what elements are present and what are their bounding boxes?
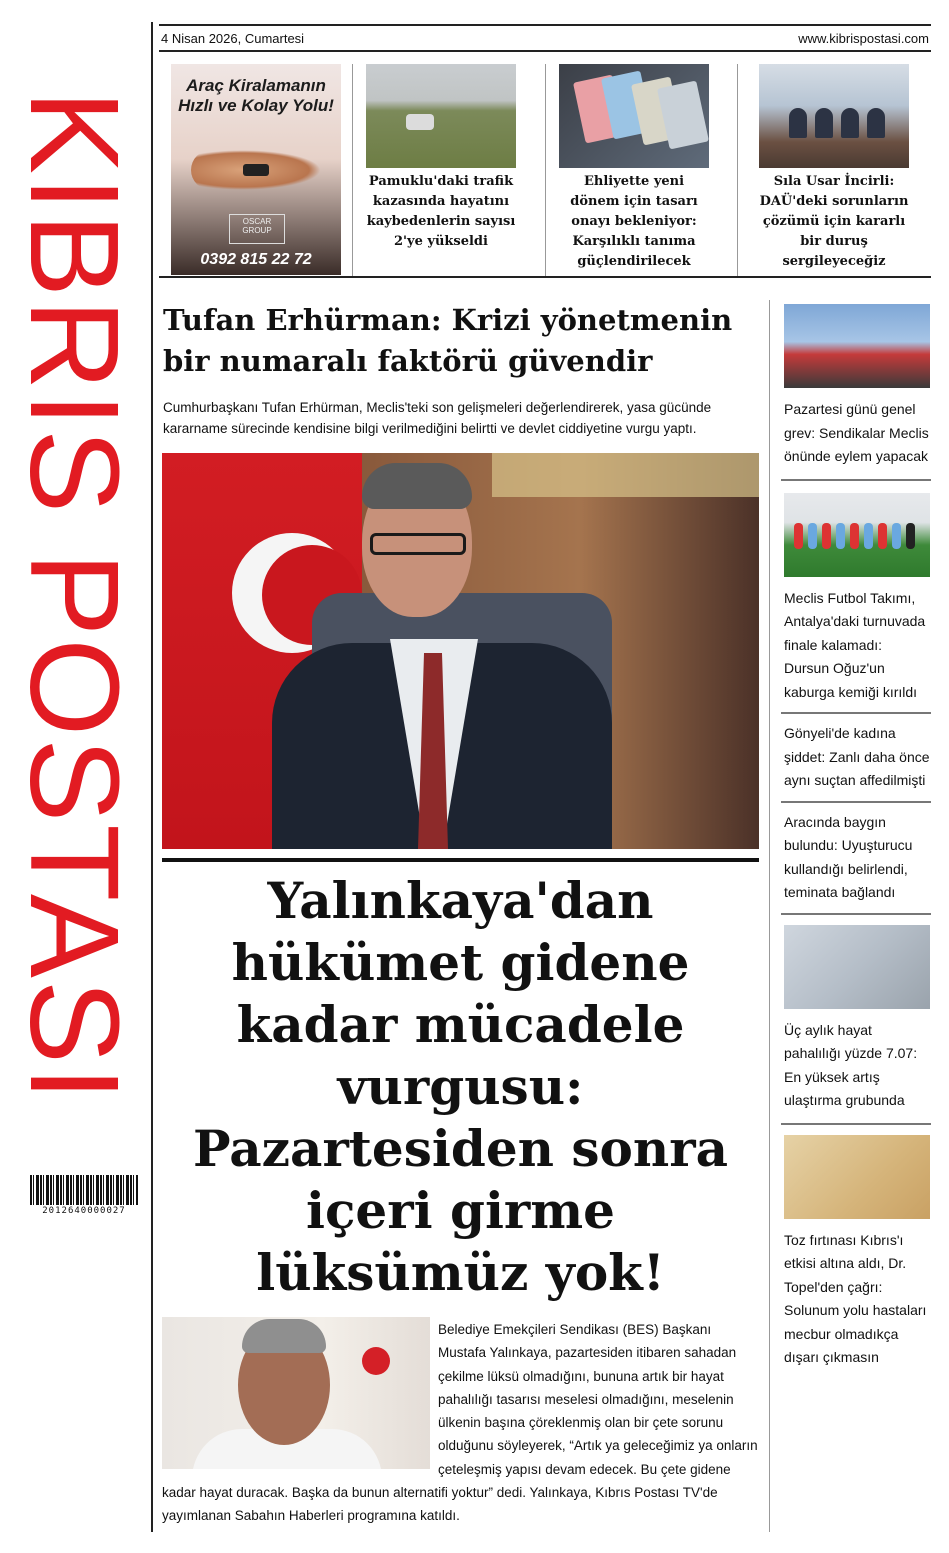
player-shape: [836, 523, 845, 549]
masthead: [0, 24, 148, 1169]
ad-phone: 0392 815 22 72: [200, 251, 312, 268]
top-story-title: Sıla Usar İncirli: DAÜ'deki sorunların çözümü için kararlı bir duruş sergileyeceğiz: [759, 174, 909, 269]
market-cart-photo: [784, 925, 930, 1009]
sidebar-separator: [781, 1123, 931, 1125]
masthead-divider: [151, 22, 153, 1532]
top-story-card[interactable]: [759, 64, 909, 272]
column-separator: [545, 64, 546, 276]
issue-date: 4 Nisan 2026, Cumartesi: [161, 30, 305, 46]
main-headline[interactable]: Yalınkaya'dan hükümet gidene kadar mücadele vurgusu: Pazartesiden sonra içeri girme lüksümüz yok!: [193, 871, 728, 1302]
meeting-photo: [759, 64, 909, 168]
main-story-body: [162, 1318, 759, 1528]
sidebar-separator: [781, 479, 931, 481]
top-story-card[interactable]: [366, 64, 516, 252]
sidebar-item[interactable]: Toz fırtınası Kıbrıs'ı etkisi altına aldı, Dr. Topel'den çağrı: Solunum yolu hastaları mecbur olmadıkça dışarı çıkmasın: [784, 1231, 927, 1365]
protest-photo: [784, 304, 930, 388]
top-story-title: Pamuklu'daki trafik kazasında hayatını kaybedenlerin sayısı 2'ye yükseldi: [366, 174, 516, 249]
player-shape: [878, 523, 887, 549]
section-rule: [162, 858, 759, 862]
barcode-bars: [30, 1175, 138, 1205]
person-shape: [867, 108, 885, 138]
player-shape: [850, 523, 859, 549]
player-shape: [892, 523, 901, 549]
top-story-card[interactable]: [559, 64, 709, 272]
main-story-text: Belediye Emekçileri Sendikası (BES) Başkanı Mustafa Yalınkaya, pazartesiden itibaren sahadan çekilme lüksü olmadığını, bununa artık bir hayat pahalılığı tasarısı meselesi olmadığını, meselenin ülkenin başına çöreklenmiş olan bir çete sorunu olduğunu söyleyerek, “Artık ya geleceğimiz ya onların çeteleşmiş yapısı devam edecek. Bu çete gidene kadar hayat duracak. Başka da bunun alternatifi yoktur” dedi. Yalınkaya, Kıbrıs Postası TV'de yayımlanan Sabahın Haberleri programına katıldı.: [162, 1322, 758, 1524]
barcode: [30, 1175, 138, 1217]
player-shape: [794, 523, 803, 549]
barcode-number: 2012640000027: [42, 1206, 126, 1216]
person-shape: [841, 108, 859, 138]
person-shape: [789, 108, 807, 138]
website-link[interactable]: www.kibrispostasi.com: [798, 30, 929, 46]
picture-frame: [492, 453, 759, 497]
lead-summary: Cumhurbaşkanı Tufan Erhürman, Meclis'teki son gelişmeleri değerlendirerek, yasa gücünde kararname sürecinde kendisine bilgi verilmediğini belirtti ve devlet ciddiyetine vurgu yaptı.: [163, 400, 712, 436]
column-separator: [352, 64, 353, 276]
sidebar-news: [777, 300, 937, 1370]
accident-photo: [366, 64, 516, 168]
person-shape: [815, 108, 833, 138]
player-shape: [808, 523, 817, 549]
sidebar-separator: [781, 712, 931, 714]
photo-spacer: [162, 1318, 438, 1475]
top-stories-row: [159, 60, 931, 278]
dust-storm-photo: [784, 1135, 930, 1219]
sidebar-divider: [769, 300, 770, 1532]
column-separator: [737, 64, 738, 276]
top-bar: [159, 24, 931, 52]
hair: [362, 463, 472, 509]
masthead-title: KIBRIS POSTASI: [3, 90, 145, 1103]
sidebar-separator: [781, 913, 931, 915]
ad-brand-logo: OSCAR GROUP: [229, 214, 285, 244]
lead-headline[interactable]: Tufan Erhürman: Krizi yönetmenin bir numaralı faktörü güvendir: [163, 303, 733, 378]
player-shape: [864, 523, 873, 549]
sidebar-item[interactable]: Meclis Futbol Takımı, Antalya'daki turnuvada finale kalamadı: Dursun Oğuz'un kaburga kemiği kırıldı: [784, 589, 926, 700]
glasses: [370, 533, 466, 555]
car-shape: [406, 114, 434, 130]
sidebar-item[interactable]: Gönyeli'de kadına şiddet: Zanlı daha önce aynı suçtan affedilmişti: [784, 725, 930, 788]
sidebar-item[interactable]: Aracında baygın bulundu: Uyuşturucu kullandığı belirlendi, teminata bağlandı: [784, 813, 913, 900]
player-shape: [822, 523, 831, 549]
top-story-title: Ehliyette yeni dönem için tasarı onayı bekleniyor: Karşılıklı tanıma güçlendirilecek: [570, 174, 698, 269]
sidebar-item[interactable]: Pazartesi günü genel grev: Sendikalar Meclis önünde eylem yapacak: [784, 401, 929, 464]
football-team-photo: [784, 493, 930, 577]
sidebar-separator: [781, 801, 931, 803]
player-shape: [906, 523, 915, 549]
sidebar-item[interactable]: Üç aylık hayat pahalılığı yüzde 7.07: En yüksek artış ulaştırma grubunda: [784, 1021, 918, 1108]
ad-title: Araç Kiralamanın Hızlı ve Kolay Yolu!: [178, 76, 334, 115]
license-cards-photo: [559, 64, 709, 168]
erhurman-photo[interactable]: [162, 453, 759, 849]
car-key-icon: [243, 164, 269, 176]
car-rental-ad[interactable]: [171, 64, 341, 275]
